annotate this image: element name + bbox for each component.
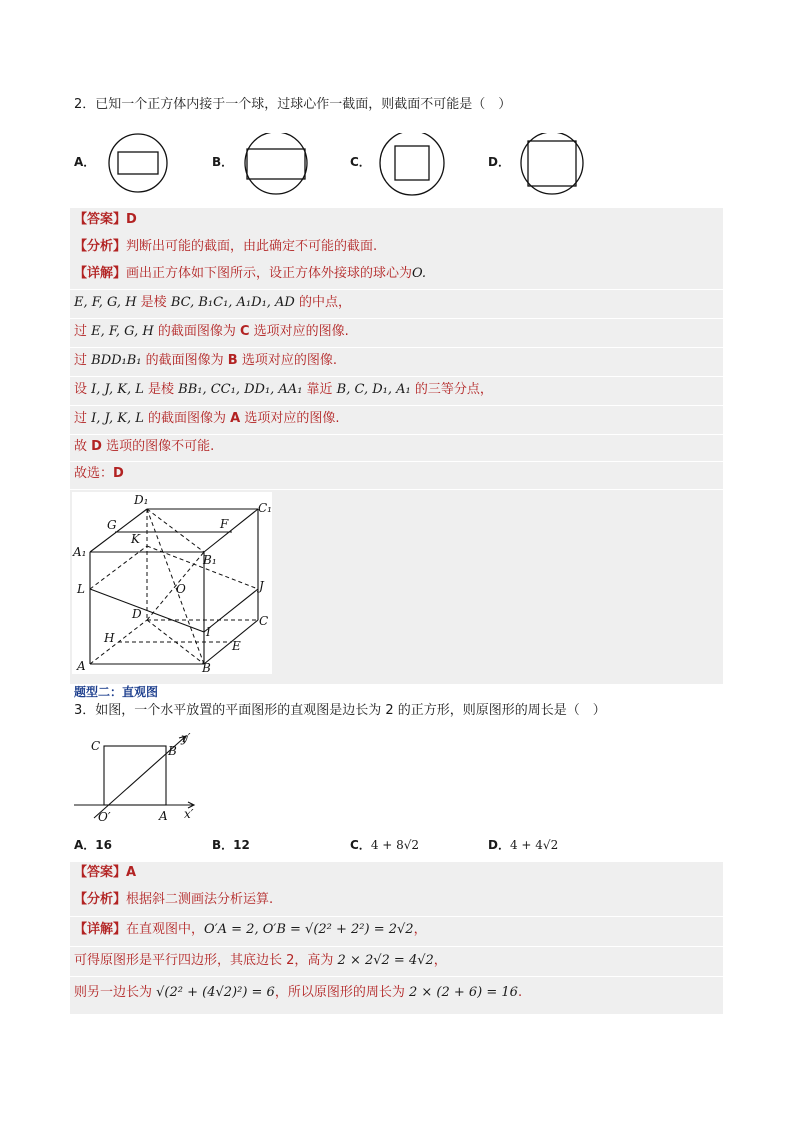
sphere-circle <box>245 133 307 194</box>
label-G: G <box>107 518 117 532</box>
detail-line-2 <box>74 323 349 341</box>
divider <box>70 405 723 406</box>
detail-line-1 <box>74 952 447 970</box>
answer-value: D <box>113 466 124 481</box>
math-expression: 2 × (2 + 6) = 16 <box>408 985 518 1000</box>
label-x-prime: x′ <box>184 807 194 821</box>
option-a[interactable] <box>74 836 112 853</box>
label-B: B <box>202 661 211 674</box>
text: 的截面图像为 <box>153 324 240 339</box>
label-O: O <box>176 582 186 596</box>
option-a-label: A． <box>74 155 96 169</box>
answer-value: D <box>126 212 137 227</box>
answer-line <box>74 211 137 229</box>
math-expression: I, J, K, L <box>91 382 144 397</box>
label-O-prime: O′ <box>98 810 111 824</box>
option-d-value: 4 + 4√2 <box>509 838 559 852</box>
divider <box>70 946 723 947</box>
detail-line-5 <box>74 410 339 428</box>
label-B1: B₁ <box>203 553 217 567</box>
option-d-label: D． <box>488 838 510 852</box>
option-c[interactable] <box>350 836 419 853</box>
label-D1: D₁ <box>134 493 149 507</box>
section-square <box>395 146 429 180</box>
label-H: H <box>104 631 115 645</box>
detail-tag: 【详解】 <box>74 922 127 937</box>
text: 的三等分点， <box>410 382 493 397</box>
analysis-text: 判断出可能的截面，由此确定不可能的截面. <box>126 239 378 254</box>
option-a-value: 16 <box>95 838 112 852</box>
text: 过 <box>74 324 92 339</box>
label-A1: A₁ <box>73 545 87 559</box>
text: 选项对应的图像. <box>237 353 337 368</box>
label-C: C <box>91 739 101 753</box>
text: 是棱 <box>136 295 171 310</box>
question-2-title: 2．已知一个正方体内接于一个球，过球心作一截面，则截面不可能是（ ） <box>74 97 512 112</box>
section-heading: 题型二：直观图 <box>74 685 159 699</box>
option-a-label: A． <box>74 838 96 852</box>
detail-line-3 <box>74 352 337 370</box>
divider <box>70 916 723 917</box>
math-expression: O. <box>412 266 427 281</box>
option-b-label: B． <box>212 155 234 169</box>
option-b[interactable] <box>212 836 250 853</box>
text: 则另一边长为 <box>74 985 157 1000</box>
text: 是棱 <box>143 382 179 397</box>
text: 选项的图像不可能. <box>101 439 215 454</box>
text: 选项对应的图像. <box>249 324 349 339</box>
section-rectangle <box>118 152 158 174</box>
math-expression: B, C, D₁, A₁ <box>336 382 411 397</box>
label-K: K <box>131 532 140 546</box>
option-ref: B <box>227 353 238 368</box>
divider <box>70 461 723 462</box>
text: 的截面图像为 <box>141 353 228 368</box>
text: 的中点， <box>294 295 351 310</box>
label-I: I <box>206 625 211 639</box>
answer-value: A <box>126 865 137 880</box>
detail-text: 在直观图中， <box>126 922 205 937</box>
text: 过 <box>74 353 92 368</box>
math-expression: O′A = 2, O′B = √(2² + 2²) = 2√2 <box>204 922 414 937</box>
analysis-line <box>74 891 273 909</box>
text: 可得原图形是平行四边形，其底边长 2，高为 <box>74 953 338 968</box>
label-E: E <box>232 639 241 653</box>
detail-line <box>74 265 426 283</box>
detail-line-2 <box>74 984 522 1002</box>
label-y-prime: y′ <box>181 731 191 745</box>
divider <box>70 289 723 290</box>
label-C1: C₁ <box>258 501 272 515</box>
math-expression: E, F, G, H <box>74 295 137 310</box>
option-b-value: 12 <box>233 838 250 852</box>
detail-line <box>74 921 427 939</box>
text: 过 <box>74 411 92 426</box>
square-figure <box>104 746 166 805</box>
divider <box>70 318 723 319</box>
text: 故选： <box>74 466 114 481</box>
option-d-figure <box>516 133 588 197</box>
label-A: A <box>159 809 168 823</box>
option-ref: D <box>91 439 102 454</box>
section-square <box>528 141 576 186</box>
detail-text: 画出正方体如下图所示，设正方体外接球的球心为 <box>126 266 413 281</box>
math-expression: BB₁, CC₁, DD₁, AA₁ <box>178 382 303 397</box>
analysis-tag: 【分析】 <box>74 239 127 254</box>
option-b-label: B． <box>212 838 234 852</box>
label-C: C <box>259 614 269 628</box>
text: 设 <box>74 382 92 397</box>
math-expression: √(2² + (4√2)²) = 6 <box>156 985 275 1000</box>
label-D: D <box>132 607 142 621</box>
text: ， <box>433 953 447 968</box>
divider <box>70 489 723 490</box>
math-expression: E, F, G, H <box>91 324 154 339</box>
option-c-figure <box>376 133 448 197</box>
sphere-circle <box>521 133 583 194</box>
divider <box>70 347 723 348</box>
question-3-title: 3．如图，一个水平放置的平面图形的直观图是边长为 2 的正方形，则原图形的周长是（ ） <box>74 703 606 718</box>
cube-figure <box>72 492 272 674</box>
detail-line-4 <box>74 381 493 399</box>
answer-tag: 【答案】 <box>74 865 127 880</box>
option-c-value: 4 + 8√2 <box>370 838 420 852</box>
answer-tag: 【答案】 <box>74 212 127 227</box>
text: 故 <box>74 439 92 454</box>
intuitive-diagram <box>72 728 202 828</box>
detail-line-6 <box>74 438 214 456</box>
detail-line-7 <box>74 465 124 483</box>
text: . <box>517 985 523 1000</box>
label-B: B <box>168 744 177 758</box>
text: ，所以原图形的周长为 <box>274 985 409 1000</box>
sphere-circle <box>380 133 444 195</box>
option-c-label: C． <box>350 155 371 169</box>
option-ref: C <box>239 324 250 339</box>
label-F: F <box>220 517 229 531</box>
label-A: A <box>77 659 86 673</box>
detail-tag: 【详解】 <box>74 266 127 281</box>
divider <box>70 376 723 377</box>
option-b-figure <box>240 133 312 197</box>
math-expression: BC, B₁C₁, A₁D₁, AD <box>170 295 295 310</box>
detail-line-1 <box>74 294 351 312</box>
analysis-line <box>74 238 377 256</box>
question-3-options <box>74 836 634 854</box>
answer-line <box>74 864 136 882</box>
label-J: J <box>259 579 264 593</box>
math-expression: 2 × 2√2 = 4√2 <box>337 953 434 968</box>
math-expression: I, J, K, L <box>91 411 144 426</box>
analysis-text: 根据斜二测画法分析运算. <box>126 892 274 907</box>
option-c-label: C． <box>350 838 371 852</box>
text: ， <box>413 922 427 937</box>
option-ref: A <box>230 411 241 426</box>
divider <box>70 434 723 435</box>
option-d[interactable] <box>488 836 558 853</box>
question-2-options <box>74 133 594 193</box>
text: 的截面图像为 <box>143 411 231 426</box>
text: 选项对应的图像. <box>240 411 340 426</box>
option-d-label: D． <box>488 155 510 169</box>
divider <box>70 976 723 977</box>
option-a-figure <box>102 133 172 197</box>
section-rectangle <box>247 149 305 179</box>
math-expression: BDD₁B₁ <box>91 353 142 368</box>
text: 靠近 <box>302 382 337 397</box>
label-L: L <box>77 582 85 596</box>
analysis-tag: 【分析】 <box>74 892 127 907</box>
